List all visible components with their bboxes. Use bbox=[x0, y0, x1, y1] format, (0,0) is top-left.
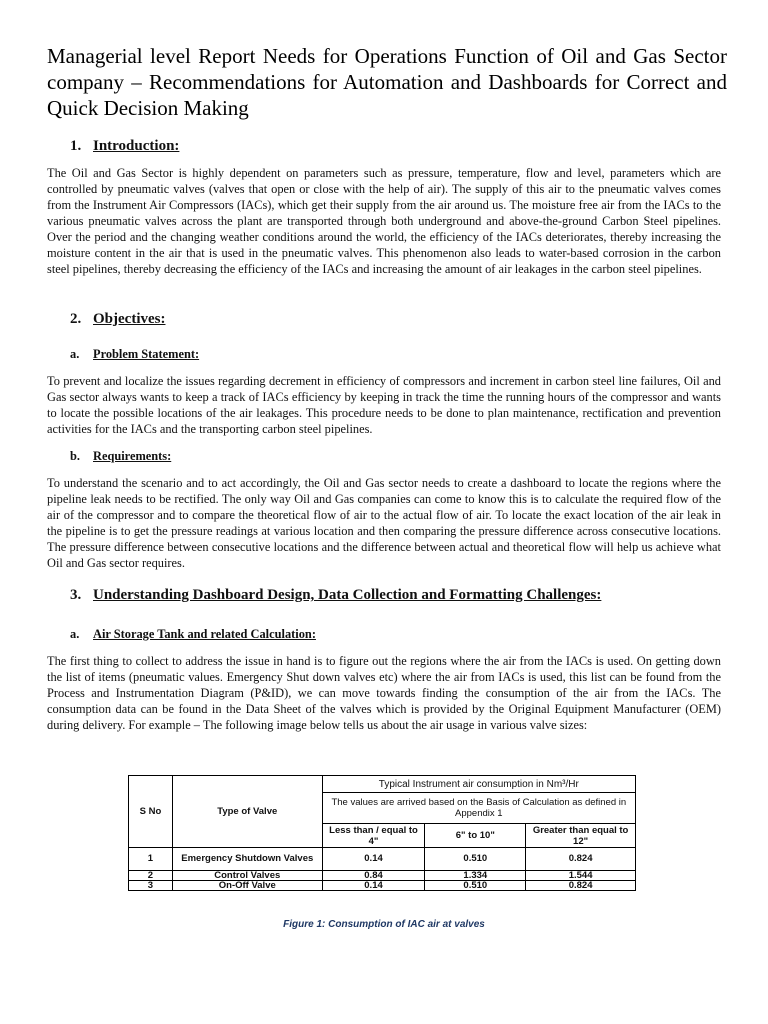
subsection-letter: a. bbox=[70, 347, 80, 361]
cell-sno: 1 bbox=[129, 848, 173, 871]
section-objectives-heading bbox=[70, 311, 165, 328]
problem-statement-heading bbox=[70, 347, 199, 362]
header-size-large: Greater than equal to 12" bbox=[526, 824, 636, 848]
air-storage-paragraph: The first thing to collect to address the issue in hand is to figure out the regions where the air from the IACs is used. On getting down the list of items (pneumatic values. Emergency Shut down valves etc) where the air from IACs is used, this list can be found from the Process and Instrumentation Diagram (P&ID), we can move towards finding the consumption of the air from the IACs. The consumption data can be found in the Data Sheet of the valves which is provided by the Original Equipment Manufacturer (OEM) during delivery. For example – The following image below tells us about the air usage in various valve sizes: bbox=[47, 654, 721, 732]
cell-value: 0.510 bbox=[425, 848, 526, 871]
table-row bbox=[129, 871, 636, 881]
air-storage-heading bbox=[70, 627, 316, 642]
table-row bbox=[129, 848, 636, 871]
requirements-paragraph: To understand the scenario and to act accordingly, the Oil and Gas sector needs to create a dashboard to locate the regions where the pipeline leak needs to be rectified. The only way Oil and Gas companies can come to know this is to calculate the required flow of the air of the compressor and to compare the theoretical flow of air to the actual flow of air. To locate the exact location of the air leak in the pipeline is to get the pressure readings at various location and then comparing the pressure difference across consecutive locations. The pressure difference between consecutive locations and the difference between actual and theoretical flow will help us achieve what Oil and Gas sector requires. bbox=[47, 476, 721, 570]
cell-value: 0.14 bbox=[322, 848, 425, 871]
cell-value: 0.824 bbox=[526, 848, 636, 871]
figure-table-container bbox=[128, 775, 636, 891]
header-consumption-note: The values are arrived based on the Basis of Calculation as defined in Appendix 1 bbox=[322, 793, 635, 824]
figure-caption: Figure 1: Consumption of IAC air at valves bbox=[283, 919, 485, 930]
section-title: Introduction: bbox=[93, 138, 180, 154]
section-title: Objectives: bbox=[93, 311, 166, 327]
document-title: Managerial level Report Needs for Operations Function of Oil and Gas Sector company – Recommendations for Automation and Dashboards for Correct and Quick Decision Making bbox=[47, 44, 727, 120]
cell-value: 1.544 bbox=[526, 871, 636, 881]
section-dashboard-design-heading bbox=[70, 587, 601, 604]
cell-value: 0.14 bbox=[322, 881, 425, 891]
table-row bbox=[129, 881, 636, 891]
cell-type: On-Off Valve bbox=[172, 881, 322, 891]
subsection-letter: b. bbox=[70, 449, 80, 463]
cell-type: Emergency Shutdown Valves bbox=[172, 848, 322, 871]
header-type-of-valve: Type of Valve bbox=[172, 776, 322, 848]
header-sno: S No bbox=[129, 776, 173, 848]
section-introduction-heading bbox=[70, 138, 179, 155]
header-size-medium: 6" to 10" bbox=[425, 824, 526, 848]
cell-value: 1.334 bbox=[425, 871, 526, 881]
cell-value: 0.824 bbox=[526, 881, 636, 891]
header-consumption-group: Typical Instrument air consumption in Nm³/Hr bbox=[322, 776, 635, 793]
section-number: 3. bbox=[70, 587, 82, 603]
subsection-letter: a. bbox=[70, 627, 80, 641]
problem-statement-paragraph: To prevent and localize the issues regarding decrement in efficiency of compressors and increment in carbon steel line failures, Oil and Gas sector always wants to keep a track of IACs efficiency by keeping in track the time the running hours of the compressor and wants to locate the possible locations of the air leakages. This procedure needs to be done to plan maintenance, rectification and prevention activities for the IACs and the transporting carbon steel pipelines. bbox=[47, 374, 721, 436]
subsection-title: Problem Statement: bbox=[93, 347, 200, 361]
requirements-heading bbox=[70, 449, 171, 464]
cell-value: 0.84 bbox=[322, 871, 425, 881]
section-number: 1. bbox=[70, 138, 82, 154]
header-size-small: Less than / equal to 4" bbox=[322, 824, 425, 848]
introduction-paragraph: The Oil and Gas Sector is highly dependent on parameters such as pressure, temperature, flow and level, parameters which are controlled by pneumatic valves (valves that open or close with the help of air). The supply of this air to the pneumatic valves comes from the Instrument Air Compressors (IACs), which get their supply from the air around us. The moisture free air from the IACs to the various pneumatic valves across the plant are transported through both underground and above-the-ground Carbon Steel pipelines. Over the period and the changing weather conditions around the world, the efficiency of the IACs deteriorates, thereby increasing the moisture content in the air that is used in the pneumatic valves. This phenomenon also leads to water-based corrosion in the carbon steel pipelines, thereby decreasing the efficiency of the IACs and increasing the amount of air leakages in the carbon steel pipelines. bbox=[47, 166, 721, 276]
cell-sno: 3 bbox=[129, 881, 173, 891]
iac-consumption-table bbox=[128, 775, 636, 891]
cell-sno: 2 bbox=[129, 871, 173, 881]
section-number: 2. bbox=[70, 311, 82, 327]
cell-value: 0.510 bbox=[425, 881, 526, 891]
subsection-title: Requirements: bbox=[93, 449, 172, 463]
subsection-title: Air Storage Tank and related Calculation: bbox=[93, 627, 316, 641]
section-title: Understanding Dashboard Design, Data Collection and Formatting Challenges: bbox=[93, 587, 602, 603]
cell-type: Control Valves bbox=[172, 871, 322, 881]
